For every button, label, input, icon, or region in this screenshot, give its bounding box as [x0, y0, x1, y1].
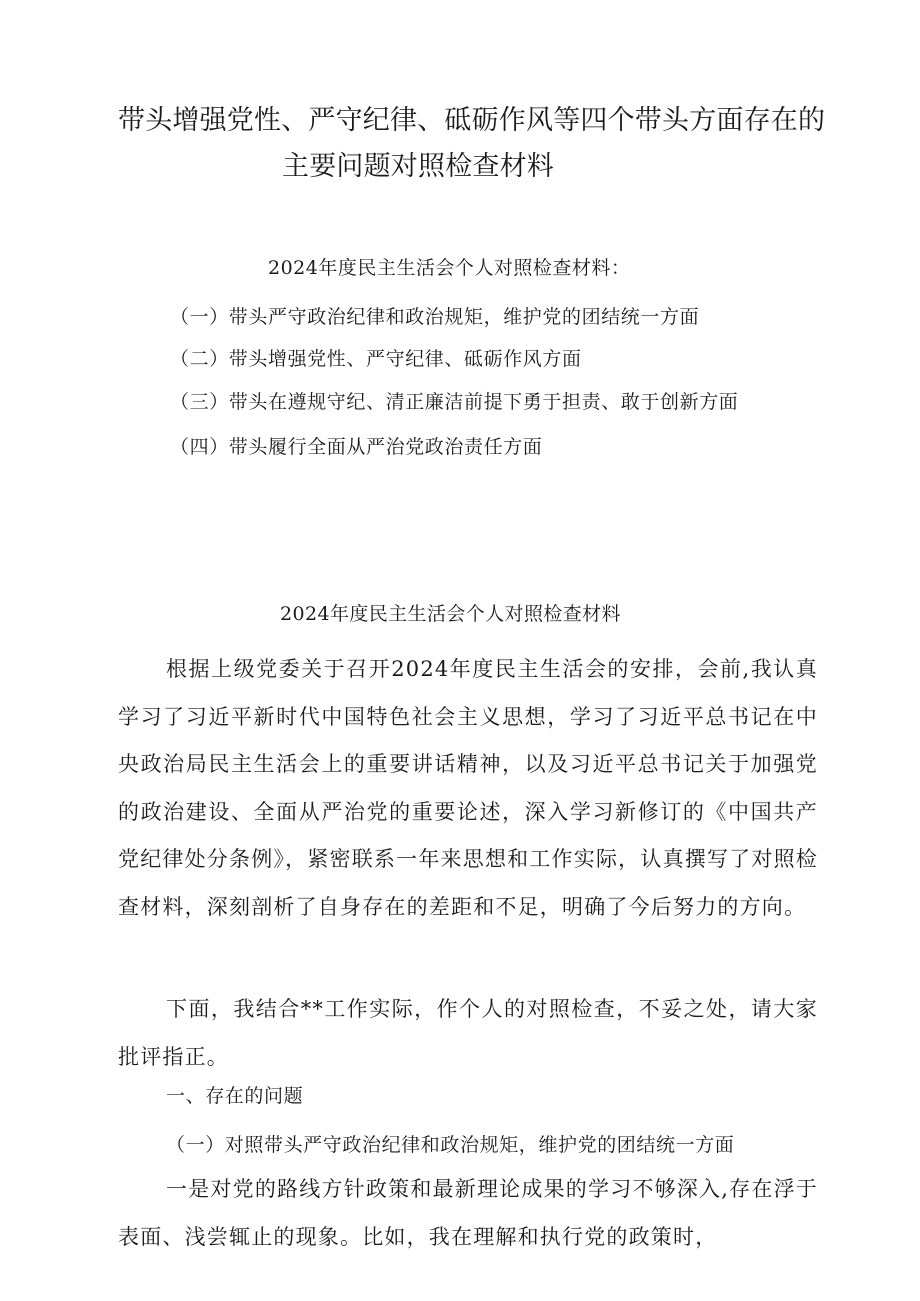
toc-heading: 2024年度民主生活会个人对照检查材料：: [268, 257, 631, 279]
paragraph-statement: 下面，我结合**工作实际，作个人的对照检查，不妥之处，请大家批评指正。: [118, 997, 818, 1069]
subsection-title-1: （一）对照带头严守政治纪律和政治规矩，维护党的团结统一方面: [166, 1134, 735, 1156]
body-heading: 2024年度民主生活会个人对照检查材料: [280, 603, 621, 625]
toc-item-2: （二）带头增强党性、严守纪律、砥砺作风方面: [170, 348, 582, 370]
section-title-problems: 一、存在的问题: [166, 1085, 304, 1107]
toc-item-1: （一）带头严守政治纪律和政治规矩，维护党的团结统一方面: [170, 306, 700, 328]
document-title-line-1: 带头增强党性、严守纪律、砥砺作风等四个带头方面存在的: [118, 105, 826, 136]
toc-item-4: （四）带头履行全面从严治党政治责任方面: [170, 436, 543, 458]
paragraph-problem-1: 一是对党的路线方针政策和最新理论成果的学习不够深入,存在浮于表面、浅尝辄止的现象。比如，我在理解和执行党的政策时，: [118, 1177, 818, 1249]
toc-item-3: （三）带头在遵规守纪、清正廉洁前提下勇于担责、敢于创新方面: [170, 391, 739, 413]
document-title-line-2: 主要问题对照检查材料: [282, 151, 554, 182]
paragraph-intro: 根据上级党委关于召开2024年度民主生活会的安排，会前,我认真学习了习近平新时代中国特色社会主义思想，学习了习近平总书记在中央政治局民主生活会上的重要讲话精神，以及习近平总书记关于加强党的政治建设、全面从严治党的重要论述，深入学习新修订的《中国共产党纪律处分条例》，紧密联系一年来思想和工作实际，认真撰写了对照检查材料，深刻剖析了自身存在的差距和不足，明确了今后努力的方向。: [118, 657, 818, 919]
